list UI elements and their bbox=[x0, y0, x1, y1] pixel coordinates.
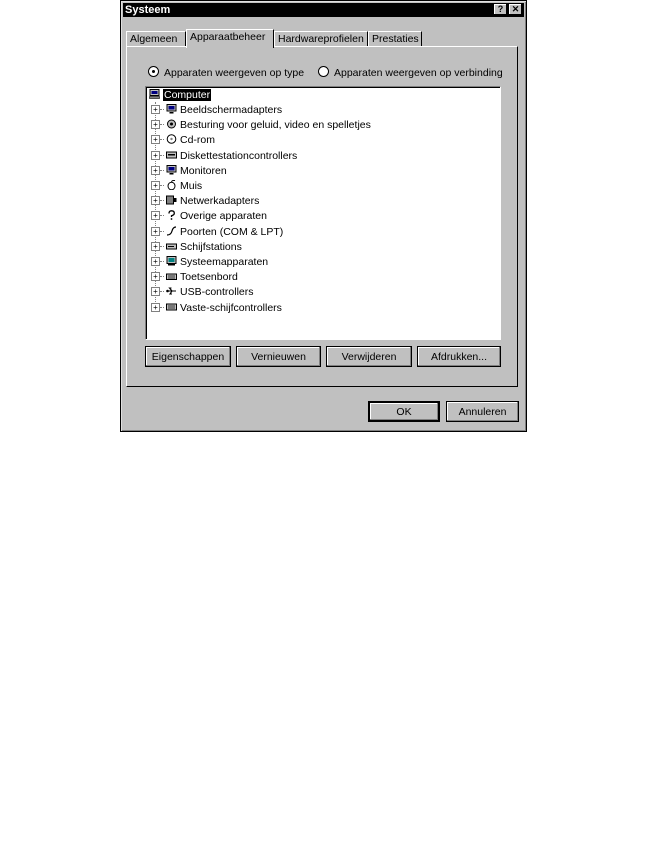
tab-algemeen[interactable]: Algemeen bbox=[126, 31, 186, 46]
tree-item[interactable] bbox=[151, 301, 282, 315]
tree-item-label: Systeemapparaten bbox=[180, 256, 269, 268]
network-icon bbox=[166, 195, 177, 205]
tree-connector bbox=[160, 170, 164, 171]
expand-icon[interactable]: + bbox=[151, 287, 160, 296]
monitor-icon bbox=[166, 165, 177, 175]
tree-item[interactable] bbox=[151, 255, 268, 269]
tree-connector bbox=[160, 215, 164, 216]
tree-item-label: Muis bbox=[180, 180, 203, 192]
expand-icon[interactable]: + bbox=[151, 211, 160, 220]
tree-connector bbox=[160, 307, 164, 308]
cancel-button[interactable]: Annuleren bbox=[446, 401, 519, 422]
view-by-connection-radio[interactable] bbox=[318, 66, 329, 77]
tree-item-label: Cd-rom bbox=[180, 134, 216, 147]
tree-item-label: Poorten (COM & LPT) bbox=[180, 225, 284, 238]
tree-item[interactable] bbox=[151, 209, 267, 223]
tree-item-label: Besturing voor geluid, video en spelletjes bbox=[180, 119, 371, 132]
tree-connector bbox=[160, 124, 164, 125]
tree-connector bbox=[160, 200, 164, 201]
tree-item[interactable] bbox=[151, 194, 259, 208]
computer-icon bbox=[149, 89, 160, 99]
tree-item[interactable] bbox=[151, 103, 282, 117]
tree-connector bbox=[160, 291, 164, 292]
tree-connector bbox=[160, 109, 164, 110]
view-by-connection-option[interactable] bbox=[318, 66, 503, 79]
tree-item[interactable] bbox=[151, 225, 283, 239]
device-tree[interactable] bbox=[145, 86, 501, 340]
remove-button[interactable]: Verwijderen bbox=[326, 346, 412, 367]
tree-item-label: Schijfstations bbox=[180, 240, 242, 253]
tree-item-label: Vaste-schijfcontrollers bbox=[180, 301, 282, 314]
expand-icon[interactable]: + bbox=[151, 242, 160, 251]
tree-item-label: Monitoren bbox=[180, 164, 227, 177]
expand-icon[interactable]: + bbox=[151, 227, 160, 236]
expand-icon[interactable]: + bbox=[151, 135, 160, 144]
expand-icon[interactable]: + bbox=[151, 120, 160, 129]
disk-icon bbox=[166, 241, 177, 251]
keyboard-icon bbox=[166, 271, 177, 281]
tree-connector bbox=[160, 231, 164, 232]
properties-button[interactable]: Eigenschappen bbox=[145, 346, 231, 367]
cdrom-icon bbox=[166, 134, 177, 144]
tree-item-label: Diskettestationcontrollers bbox=[180, 149, 298, 162]
tree-item-label: USB-controllers bbox=[180, 286, 254, 299]
question-icon bbox=[166, 210, 177, 220]
tree-item-label: Toetsenbord bbox=[180, 271, 238, 284]
tree-item-label: Overige apparaten bbox=[180, 210, 267, 223]
tab-apparaatbeheer[interactable]: Apparaatbeheer bbox=[186, 29, 274, 48]
view-by-type-radio[interactable] bbox=[148, 66, 159, 77]
harddisk-controller-icon bbox=[166, 302, 177, 312]
view-by-type-option[interactable] bbox=[148, 66, 304, 79]
view-by-type-label: Apparaten weergeven op type bbox=[164, 67, 305, 79]
tree-item[interactable] bbox=[151, 240, 242, 254]
expand-icon[interactable]: + bbox=[151, 151, 160, 160]
expand-icon[interactable]: + bbox=[151, 166, 160, 175]
tree-item-label: Beeldschermadapters bbox=[180, 104, 283, 116]
tree-connector bbox=[160, 246, 164, 247]
ok-button[interactable]: OK bbox=[368, 401, 440, 422]
tree-item[interactable] bbox=[151, 149, 297, 163]
tree-item[interactable] bbox=[151, 179, 202, 193]
expand-icon[interactable]: + bbox=[151, 181, 160, 190]
expand-icon[interactable]: + bbox=[151, 303, 160, 312]
tree-item-label: Netwerkadapters bbox=[180, 195, 260, 208]
sound-icon bbox=[166, 119, 177, 129]
tree-item[interactable] bbox=[151, 133, 215, 147]
monitor-icon bbox=[166, 104, 177, 114]
expand-icon[interactable]: + bbox=[151, 196, 160, 205]
refresh-button[interactable]: Vernieuwen bbox=[236, 346, 321, 367]
expand-icon[interactable]: + bbox=[151, 257, 160, 266]
system-icon bbox=[166, 256, 177, 266]
tree-connector bbox=[160, 261, 164, 262]
tree-connector bbox=[160, 276, 164, 277]
view-by-connection-label: Apparaten weergeven op verbinding bbox=[334, 67, 503, 79]
mouse-icon bbox=[166, 180, 177, 190]
tree-root-label: Computer bbox=[164, 89, 211, 101]
floppy-controller-icon bbox=[166, 150, 177, 160]
expand-icon[interactable]: + bbox=[151, 272, 160, 281]
usb-icon bbox=[166, 286, 177, 296]
tree-connector bbox=[160, 155, 164, 156]
port-icon bbox=[166, 226, 177, 236]
window-title: Systeem bbox=[125, 4, 171, 16]
tab-hardwareprofielen[interactable]: Hardwareprofielen bbox=[274, 31, 368, 46]
tree-item[interactable] bbox=[151, 164, 227, 178]
tree-connector bbox=[160, 139, 164, 140]
tab-prestaties[interactable]: Prestaties bbox=[368, 31, 422, 46]
title-bar[interactable] bbox=[123, 3, 524, 17]
print-button[interactable]: Afdrukken... bbox=[417, 346, 501, 367]
close-button[interactable]: ✕ bbox=[509, 4, 522, 15]
tree-item[interactable] bbox=[151, 285, 254, 299]
tree-connector bbox=[160, 185, 164, 186]
tree-item[interactable] bbox=[151, 270, 238, 284]
tree-root-computer[interactable] bbox=[149, 88, 211, 102]
expand-icon[interactable]: + bbox=[151, 105, 160, 114]
tree-item[interactable] bbox=[151, 118, 371, 132]
help-button[interactable]: ? bbox=[494, 4, 507, 15]
